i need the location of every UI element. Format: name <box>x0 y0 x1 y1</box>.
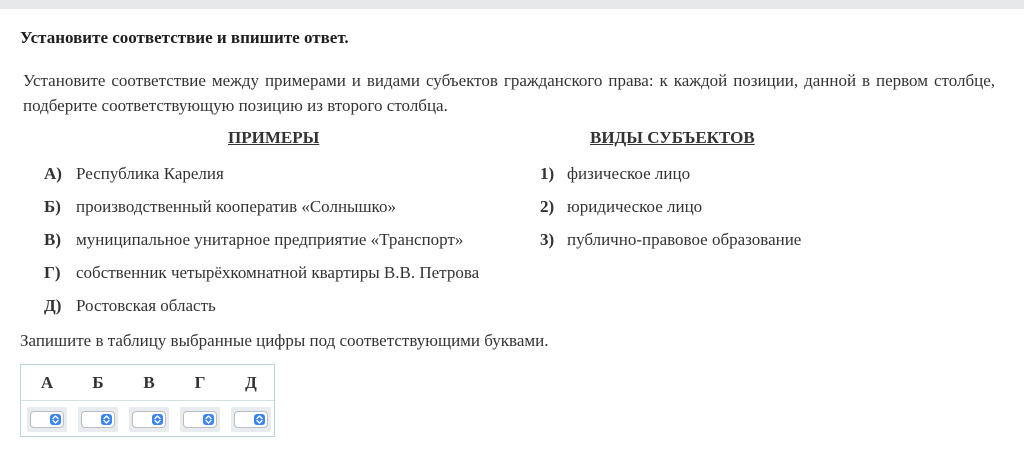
select-arrows-icon <box>152 414 163 425</box>
select-arrows-icon <box>254 414 265 425</box>
example-text: собственник четырёхкомнатной квартиры В.В. Петрова <box>76 263 480 282</box>
answer-header-d: Д <box>245 373 257 392</box>
answer-header-a: А <box>40 373 54 392</box>
example-mark: Г) <box>44 263 61 282</box>
answer-select-v[interactable] <box>132 411 166 428</box>
answer-table <box>20 364 275 437</box>
example-mark: Б) <box>44 197 61 216</box>
answer-header-v: В <box>143 373 155 392</box>
type-mark: 3) <box>540 230 555 249</box>
answer-header-g: Г <box>194 373 206 392</box>
example-text: Ростовская область <box>76 296 216 315</box>
task-title: Установите соответствие и впишите ответ. <box>20 28 349 47</box>
answer-select-b[interactable] <box>81 411 115 428</box>
example-mark: А) <box>44 164 62 183</box>
answer-cell-b <box>78 407 118 432</box>
select-arrows-icon <box>203 414 214 425</box>
select-arrows-icon <box>50 414 61 425</box>
select-arrows-icon <box>101 414 112 425</box>
question-text: Установите соответствие между примерами и видами субъектов гражданского права: к каждой позиции, данной в первом столбце, подберите соответствующую позицию из второго столбца. <box>23 71 995 115</box>
type-mark: 1) <box>540 164 555 183</box>
type-text: публично-правовое образование <box>567 230 802 249</box>
answer-table-divider <box>21 400 274 401</box>
example-text: муниципальное унитарное предприятие «Транспорт» <box>76 230 464 249</box>
answer-select-g[interactable] <box>183 411 217 428</box>
instruction-text: Запишите в таблицу выбранные цифры под соответствующими буквами. <box>20 331 549 350</box>
examples-column-header: ПРИМЕРЫ <box>228 128 320 147</box>
example-text: Республика Карелия <box>76 164 224 183</box>
answer-cell-a <box>27 407 67 432</box>
example-mark: Д) <box>44 296 62 315</box>
type-mark: 2) <box>540 197 555 216</box>
example-text: производственный кооператив «Солнышко» <box>76 197 396 216</box>
answer-cell-v <box>129 407 169 432</box>
top-bar <box>0 0 1024 9</box>
answer-cell-d <box>231 407 271 432</box>
type-text: юридическое лицо <box>567 197 703 216</box>
answer-select-a[interactable] <box>30 411 64 428</box>
answer-select-d[interactable] <box>234 411 268 428</box>
types-column-header: ВИДЫ СУБЪЕКТОВ <box>590 128 755 147</box>
answer-cell-g <box>180 407 220 432</box>
answer-header-b: Б <box>92 373 104 392</box>
type-text: физическое лицо <box>567 164 691 183</box>
example-mark: В) <box>44 230 61 249</box>
